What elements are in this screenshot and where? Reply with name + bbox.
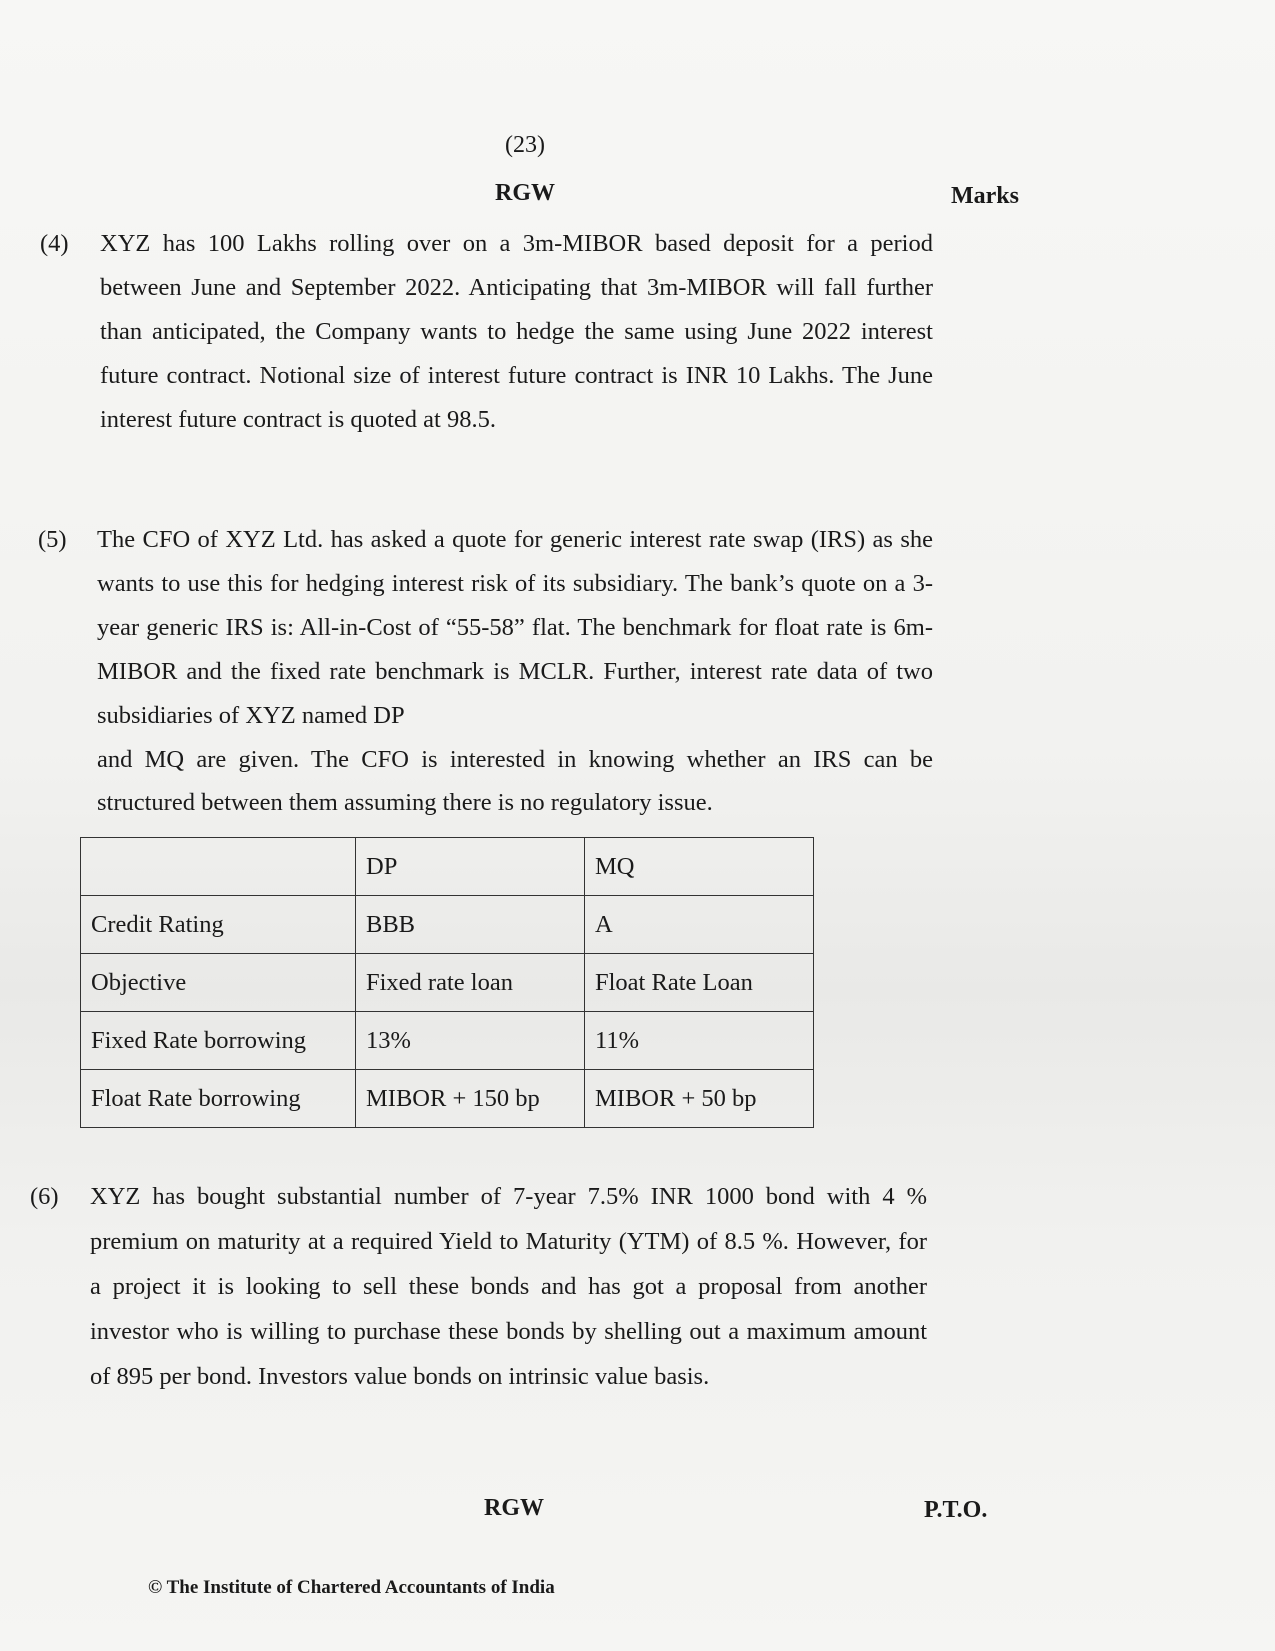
question-4-number: (4) [40,230,69,257]
table-cell: Float Rate borrowing [81,1070,356,1128]
question-6-number: (6) [30,1183,59,1210]
footer-paper-code: RGW [484,1495,544,1521]
table-row [81,954,814,1012]
table-header-cell: MQ [585,838,814,896]
table-cell: 13% [356,1012,585,1070]
table-cell: MIBOR + 150 bp [356,1070,585,1128]
page-number: (23) [505,132,545,158]
table-cell: Fixed rate loan [356,954,585,1012]
question-5-text-continued: and MQ are given. The CFO is interested in knowing whether an IRS can be structured between them assuming there is no regulatory issue. [97,746,933,816]
table-cell: 11% [585,1012,814,1070]
please-turn-over: P.T.O. [924,1497,988,1523]
question-5-number: (5) [38,526,67,553]
table-row [81,896,814,954]
question-5-text: The CFO of XYZ Ltd. has asked a quote for generic interest rate swap (IRS) as she wants to use this for hedging interest risk of its subsidiary. The bank’s quote on a 3-year generic IRS is: All-in-Cost of “55-58” flat. The benchmark for float rate is 6m-MIBOR and the fixed rate benchmark is MCLR. Further, interest rate data of two subsidiaries of XYZ named DP [97,526,933,729]
question-4-text: XYZ has 100 Lakhs rolling over on a 3m-MIBOR based deposit for a period between June and September 2022. Anticipating that 3m-MIBOR will fall further than anticipated, the Company wants to hedge the same using June 2022 interest future contract. Notional size of interest future contract is INR 10 Lakhs. The June interest future contract is quoted at 98.5. [100,230,933,433]
subsidiary-rate-table [80,837,814,1128]
marks-column-label: Marks [951,183,1019,209]
question-5-body [97,518,933,824]
table-row [81,1012,814,1070]
table-header-cell [81,838,356,896]
table-cell: MIBOR + 50 bp [585,1070,814,1128]
table-header-row [81,838,814,896]
table-cell: Float Rate Loan [585,954,814,1012]
question-6-text: XYZ has bought substantial number of 7-year 7.5% INR 1000 bond with 4 % premium on maturity at a required Yield to Maturity (YTM) of 8.5 %. However, for a project it is looking to sell these bonds and has got a proposal from another investor who is willing to purchase these bonds by shelling out a maximum amount of 895 per bond. Investors value bonds on intrinsic value basis. [90,1183,927,1390]
table-row [81,1070,814,1128]
table-cell: A [585,896,814,954]
table-cell: Objective [81,954,356,1012]
copyright-notice: © The Institute of Chartered Accountants of India [148,1577,555,1598]
header-paper-code: RGW [495,180,555,206]
table-cell: Fixed Rate borrowing [81,1012,356,1070]
table-header-cell: DP [356,838,585,896]
table-cell: Credit Rating [81,896,356,954]
table-cell: BBB [356,896,585,954]
